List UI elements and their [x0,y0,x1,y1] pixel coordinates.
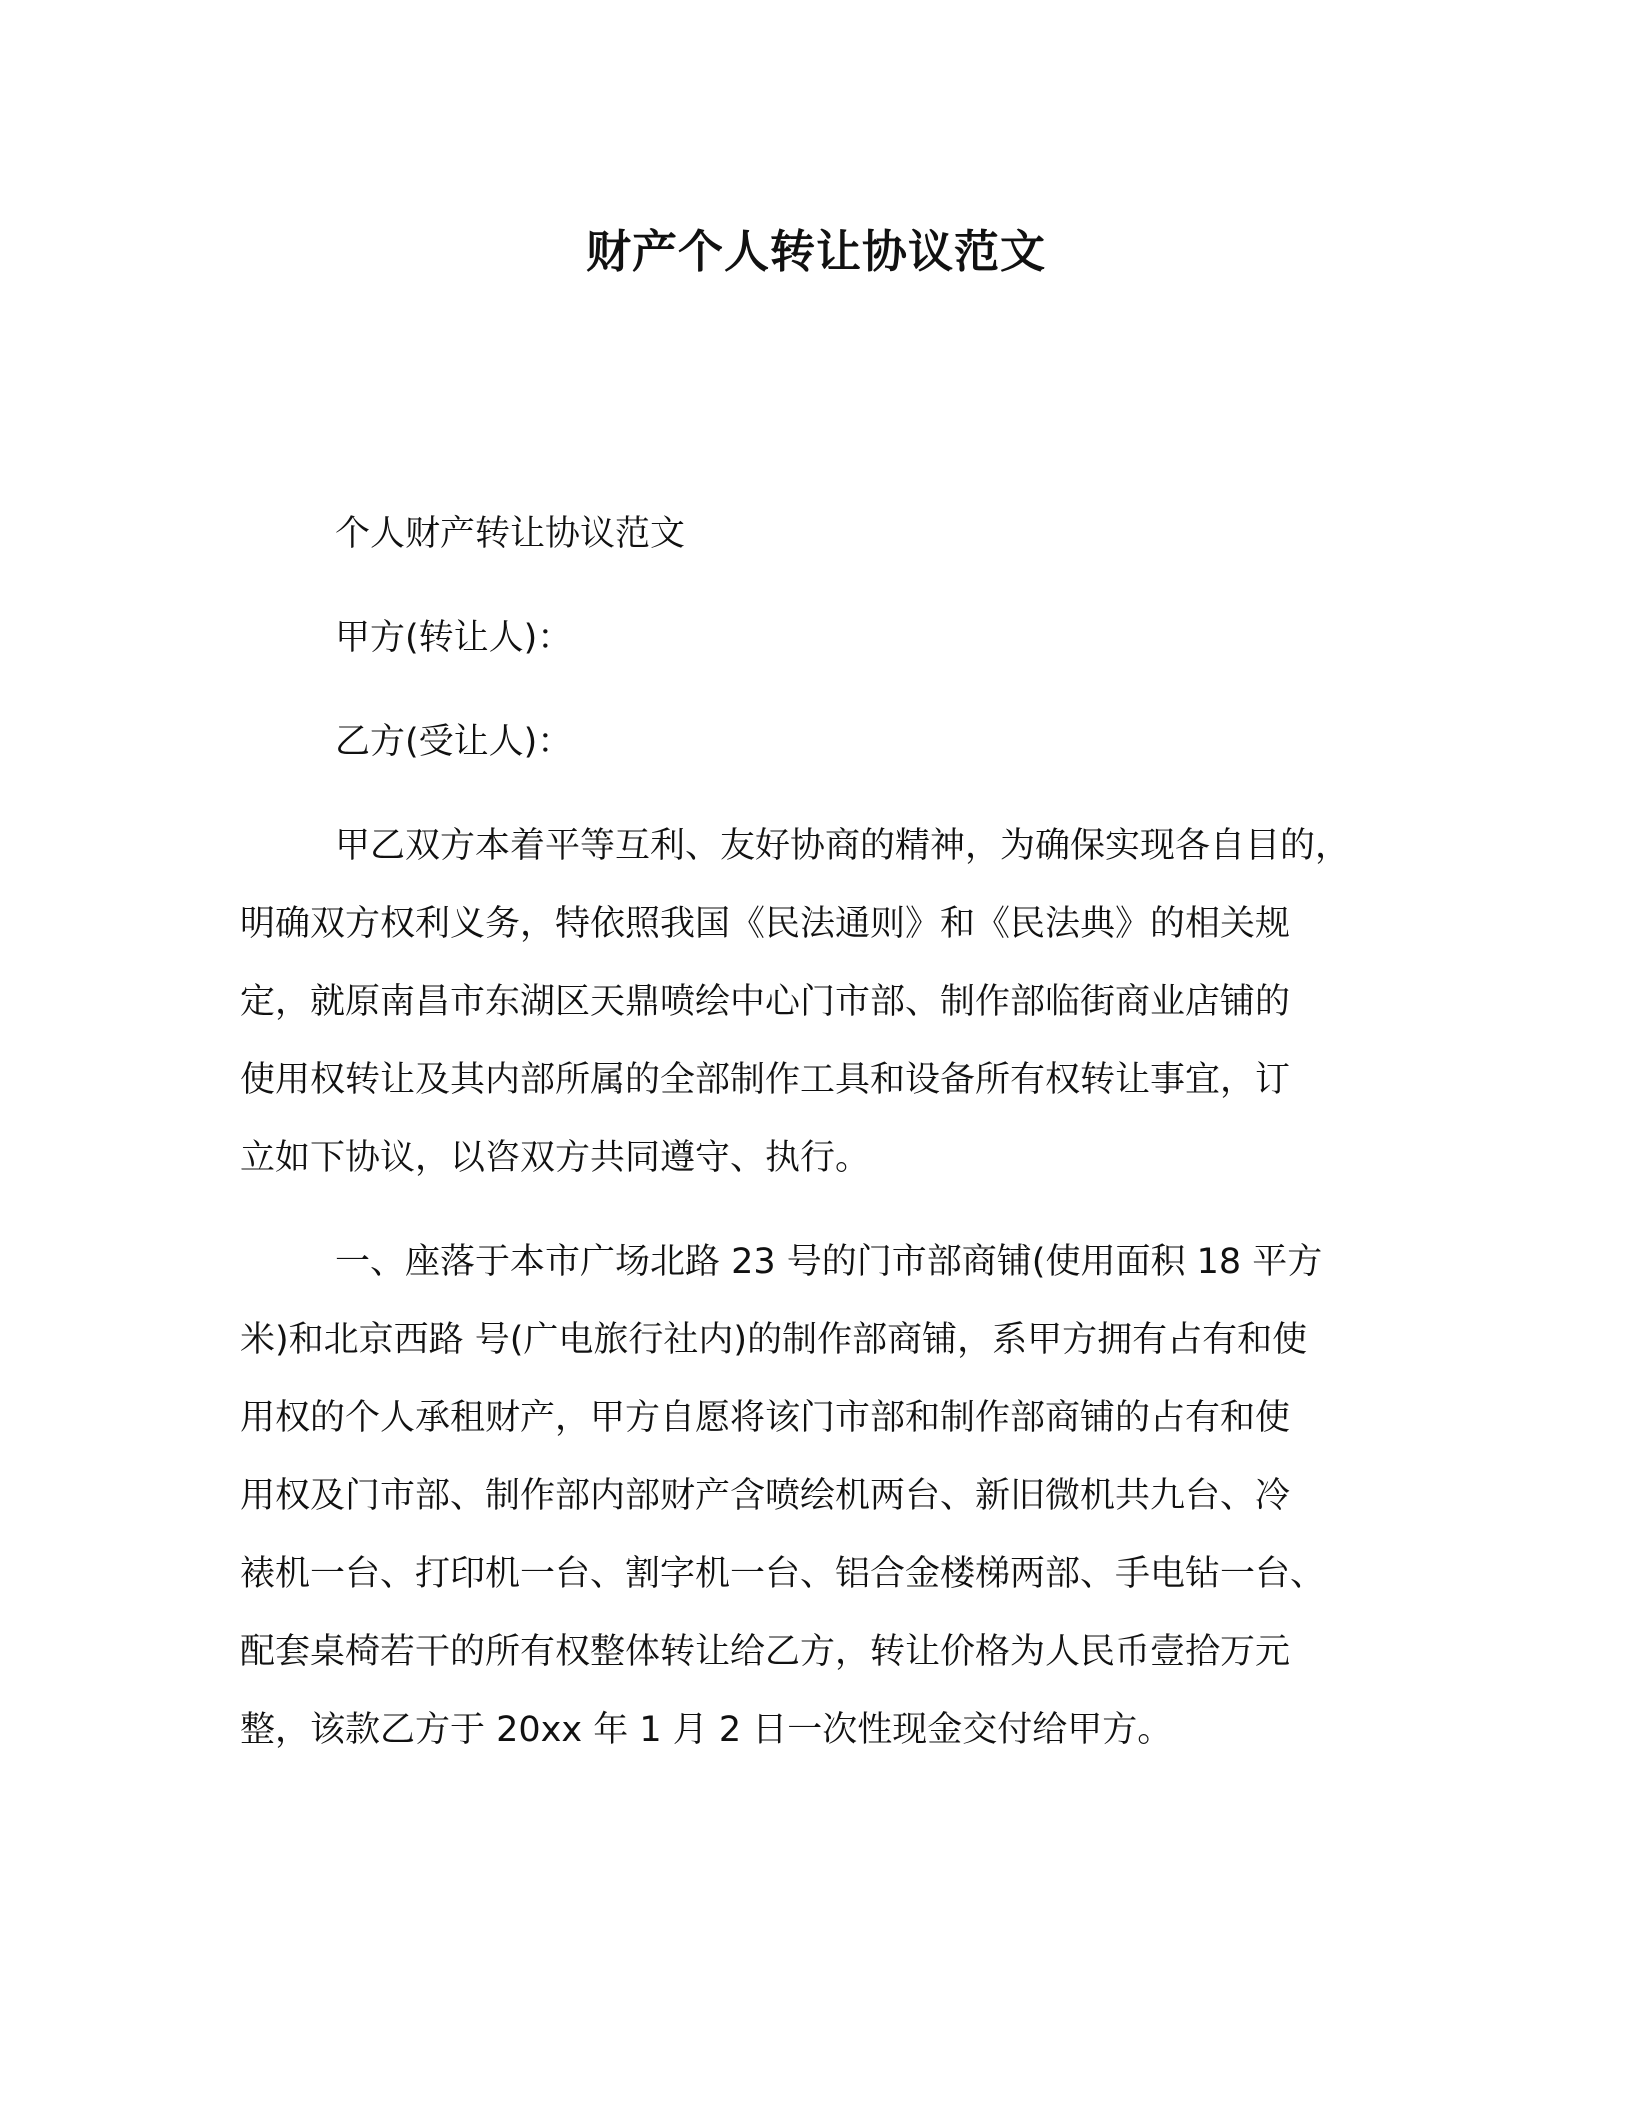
paragraph-line: 定，就原南昌市东湖区天鼎喷绘中心门市部、制作部临街商业店铺的 [240,982,1291,1022]
paragraph-line: 立如下协议，以咨双方共同遵守、执行。 [240,1138,871,1178]
paragraph-line: 一、座落于本市广场北路 23 号的门市部商铺(使用面积 18 平方 [335,1242,1323,1282]
paragraph-line: 配套桌椅若干的所有权整体转让给乙方，转让价格为人民币壹拾万元 [240,1632,1291,1672]
paragraph-line: 整，该款乙方于 20xx 年 1 月 2 日一次性现金交付给甲方。 [240,1710,1173,1750]
paragraph-line: 甲乙双方本着平等互利、友好协商的精神，为确保实现各自目的， [335,826,1351,866]
paragraph-line: 使用权转让及其内部所属的全部制作工具和设备所有权转让事宜，订 [240,1060,1291,1100]
paragraph-line: 用权及门市部、制作部内部财产含喷绘机两台、新旧微机共九台、冷 [240,1476,1291,1516]
paragraph-line: 明确双方权利义务，特依照我国《民法通则》和《民法典》的相关规 [240,904,1291,944]
document-body [240,495,1390,1769]
paragraph-preamble [240,807,1390,1197]
paragraph-clause-one [240,1223,1390,1769]
party-b-line: 乙方(受让人)： [335,722,573,762]
paragraph-line: 用权的个人承租财产，甲方自愿将该门市部和制作部商铺的占有和使 [240,1398,1291,1438]
document-title: 财产个人转让协议范文 [585,225,1046,278]
document-subtitle: 个人财产转让协议范文 [335,514,686,554]
party-a-line: 甲方(转让人)： [335,618,573,658]
paragraph-line: 米)和北京西路 号(广电旅行社内)的制作部商铺，系甲方拥有占有和使 [240,1320,1308,1360]
paragraph-line: 裱机一台、打印机一台、割字机一台、铝合金楼梯两部、手电钻一台、 [240,1554,1326,1594]
